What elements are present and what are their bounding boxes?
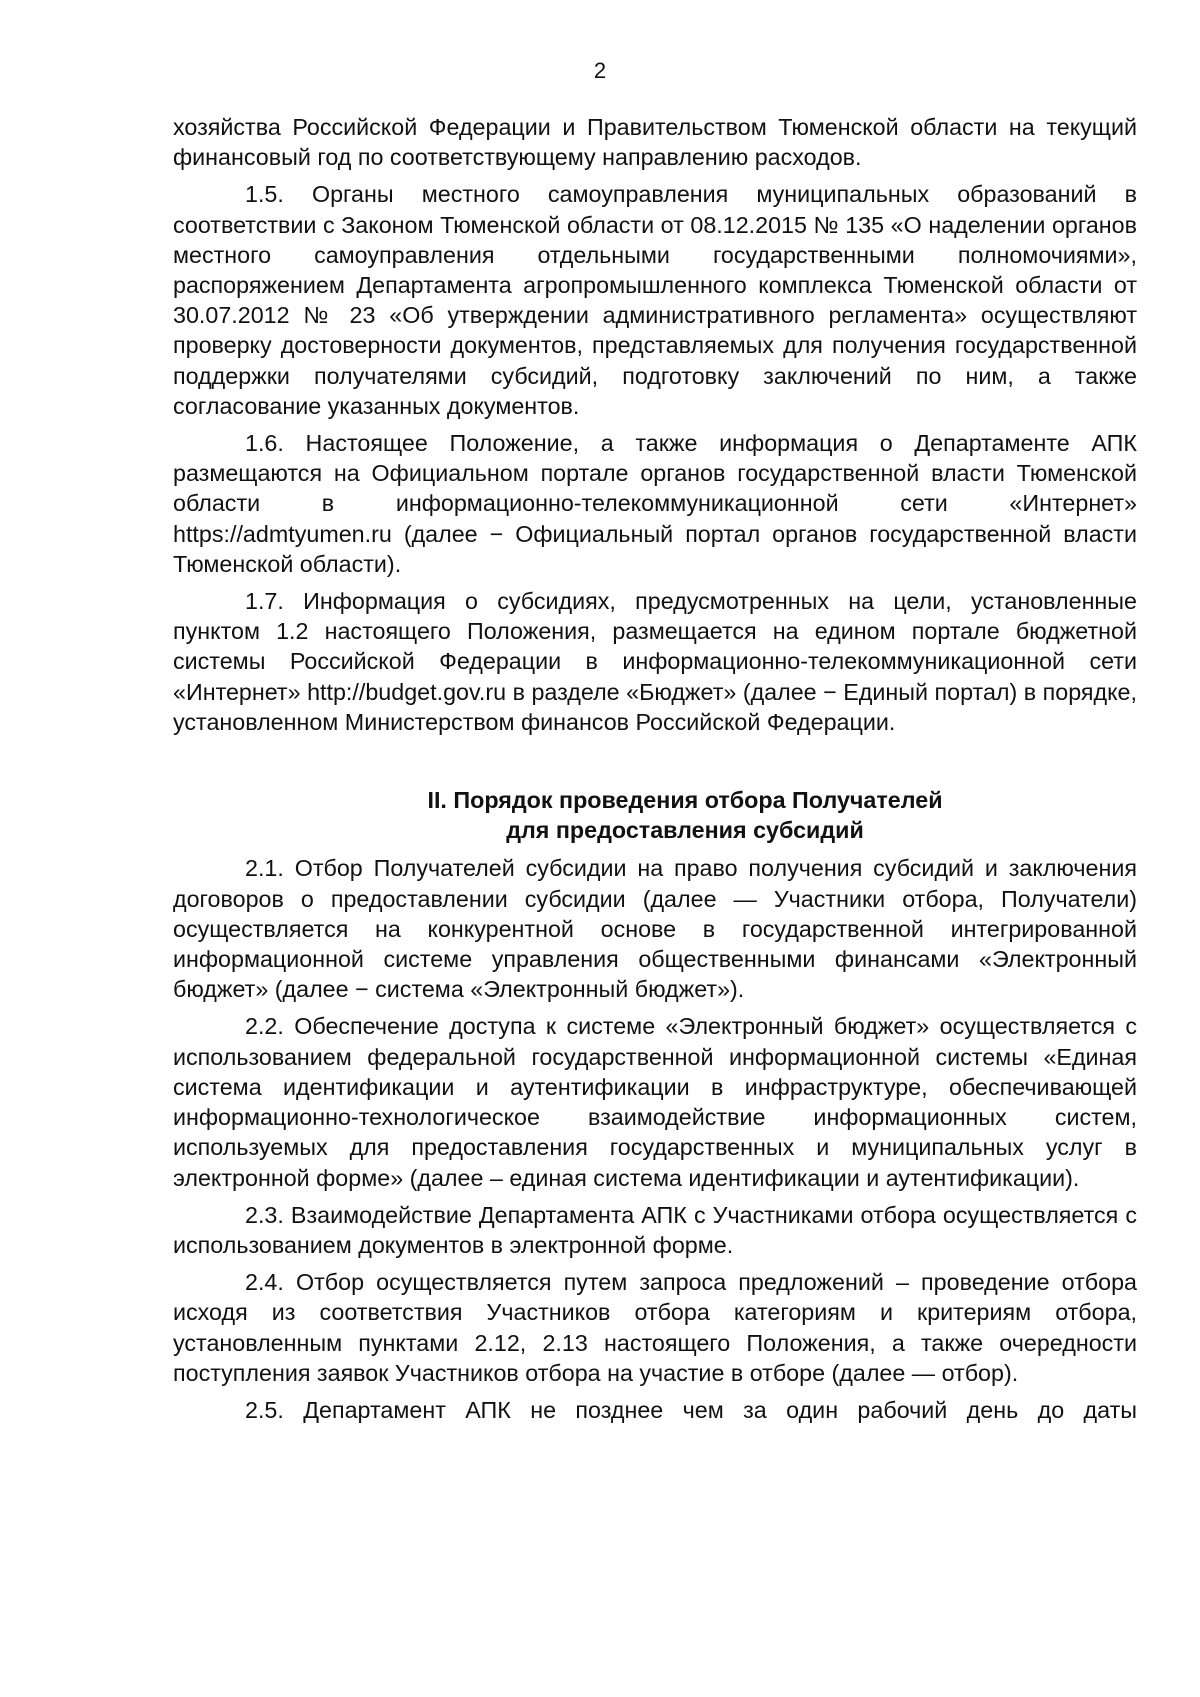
paragraph-1-5: 1.5. Органы местного самоуправления муниципальных образований в соответствии с Законом Тюменской области от 08.12.2015 № 135 «О наделении органов местного самоуправления отдельными государственными полномочиями», распоряжением Департамента агропромышленного комплекса Тюменской области от 30.07.2012 № 23 «Об утверждении административного регламента» осуществляют проверку достоверности документов, представляемых для получения государственной поддержки получателями субсидий, подготовку заключений по ним, а также согласование указанных документов. xyxy=(173,181,1137,419)
page-number: 2 xyxy=(593,58,607,83)
paragraph-1-6: 1.6. Настоящее Положение, а также информация о Департаменте АПК размещаются на Официальном портале органов государственной власти Тюменской области в информационно-телекоммуникационной сети «Интернет» https://admtyumen.ru (далее − Официальный портал органов государственной власти Тюменской области). xyxy=(173,430,1137,577)
paragraph-continuation: хозяйства Российской Федерации и Правительством Тюменской области на текущий финансовый год по соответствующему направлению расходов. xyxy=(173,114,1137,171)
document-body xyxy=(173,112,1137,1425)
section-heading xyxy=(173,785,1137,845)
paragraph-2-4: 2.4. Отбор осуществляется путем запроса предложений – проведение отбора исходя из соответствия Участников отбора категориям и критериям отбора, установленным пунктами 2.12, 2.13 настоящего Положения, а также очередности поступления заявок Участников отбора на участие в отборе (далее — отбор). xyxy=(173,1269,1137,1386)
paragraph-2-2: 2.2. Обеспечение доступа к системе «Электронный бюджет» осуществляется с использованием федеральной государственной информационной системы «Единая система идентификации и аутентификации в инфраструктуре, обеспечивающей информационно-технологическое взаимодействие информационных систем, используемых для предоставления государственных и муниципальных услуг в электронной форме» (далее – единая система идентификации и аутентификации). xyxy=(173,1013,1137,1191)
section-heading-line-1: II. Порядок проведения отбора Получателей xyxy=(427,787,943,814)
paragraph-2-1: 2.1. Отбор Получателей субсидии на право получения субсидий и заключения договоров о предоставлении субсидии (далее — Участники отбора, Получатели) осуществляется на конкурентной основе в государственной интегрированной информационной системе управления общественными финансами «Электронный бюджет» (далее − система «Электронный бюджет»). xyxy=(173,855,1137,1003)
paragraph-1-7: 1.7. Информация о субсидиях, предусмотренных на цели, установленные пунктом 1.2 настоящего Положения, размещается на едином портале бюджетной системы Российской Федерации в информационно-телекоммуникационной сети «Интернет» http://budget.gov.ru в разделе «Бюджет» (далее − Единый портал) в порядке, установленном Министерством финансов Российской Федерации. xyxy=(173,588,1137,735)
paragraph-2-5: 2.5. Департамент АПК не позднее чем за один рабочий день до даты xyxy=(245,1396,1137,1423)
paragraph-2-3: 2.3. Взаимодействие Департамента АПК с Участниками отбора осуществляется с использованием документов в электронной форме. xyxy=(173,1201,1137,1258)
section-heading-line-2: для предоставления субсидий xyxy=(506,817,864,844)
